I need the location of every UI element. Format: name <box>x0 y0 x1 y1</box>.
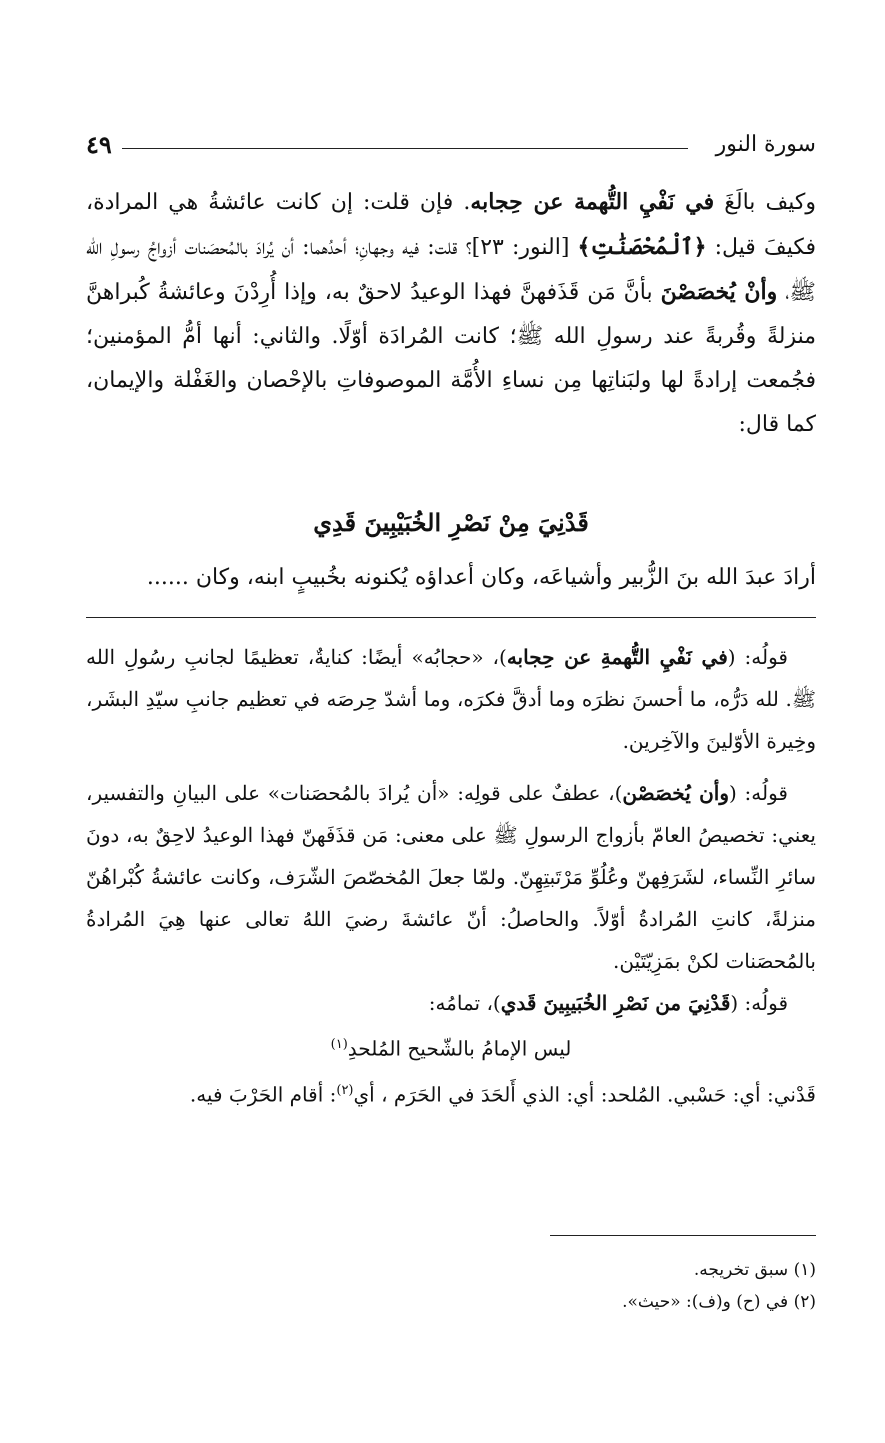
commentary-paragraph-2: قولُه: (وأن يُخصَصْن)، عطفٌ على قولِه: «أن يُرادَ بالمُحصَنات» على البيانِ والتفسير، يعني: تخصيصُ العامّ بأزواج الرسولِ ﷺ على معنى: مَن قذَفَهنّ فهذا الوعيدُ لاحِقٌ به، دونَ سائرِ النِّساء، لشَرَفِهنّ وعُلُوِّ مَرْتَبتِهِنّ. ولمّا جعلَ المُخصّصَ الشّرَف، وكانت عائشةُ كُبْراهُنّ منزلةً، كانتِ المُرادةُ أوّلاً. والحاصلُ: أنّ عائشةَ رضيَ اللهُ تعالى عنها هِيَ المُرادةُ بالمُحصَنات لكنْ بمَزِيّتَيْن. <box>86 781 816 973</box>
footnotes <box>86 1254 816 1318</box>
poem-line: ليس الإمامُ بالشّحيح المُلحدِ$^{(١)}$ <box>330 1036 572 1061</box>
commentary-paragraph-4: قَدْني: أي: حَسْبي. المُلحد: أي: الذي أَلحَدَ في الحَرَم ، أي$^{(٢)}$: أقام الحَرْبَ فيه. <box>189 1082 816 1107</box>
footnote-2: (٢) في (ح) و(ف): «حيث». <box>622 1292 816 1312</box>
main-paragraph-2: أرادَ عبدَ الله بنَ الزُّبير وأشياعَه، وكان أعداؤه يُكنونه بخُبيبٍ ابنه، وكان ...... <box>146 565 816 590</box>
footnote-1: (١) سبق تخريجه. <box>693 1260 816 1280</box>
footnote-marker-1: (١) <box>330 1037 348 1052</box>
commentary <box>86 636 816 1115</box>
main-text <box>86 180 816 447</box>
header-rule <box>122 148 688 149</box>
quran-quote: ﴿ٱلْمُحْصَنَٰتِ﴾ <box>577 234 707 260</box>
page-number: ٤٩ <box>86 130 112 159</box>
page-header <box>86 128 816 162</box>
running-title: سورة النور <box>715 132 816 157</box>
footnote-marker-2: (٢) <box>336 1082 354 1098</box>
commentary-divider <box>86 617 816 618</box>
footnote-divider <box>550 1235 816 1236</box>
poetry-verse: قَدْنِيَ مِنْ نَصْرِ الخُبَيْبِينَ قَدِي <box>313 508 589 537</box>
main-paragraph-1: وكيف بالَغَ في نَفْيِ التُّهمة عن حِجابه. فإن قلت: إن كانت عائشةُ هي المرادة، فكيفَ قيل: ﴿ٱلْمُحْصَنَٰتِ﴾ [النور: ٢٣]؟ قلت: فيه وجهانِ؛ أحدُهما: أن يُرادَ بالمُحصَنات أزواجُ رسولِ الله ﷺ، وأنْ يُخصَصْنَ بأنَّ مَن قَذَفهنَّ فهذا الوعيدُ لاحقٌ به، وإذا أُرِدْنَ وعائشةُ كُبراهنَّ منزلةً وقُربةً عند رسولِ الله ﷺ؛ كانت المُرادَة أوّلًا. والثاني: أنها أمُّ المؤمنين؛ فجُمعت إرادةً لها ولبَناتِها مِن نساءِ الأُمَّة الموصوفاتِ بالإحْصان والغَفْلة والإيمان، كما قال: <box>86 189 817 437</box>
commentary-paragraph-3: قولُه: (قَدْنِيَ من نَصْرِ الخُبَيبِينَ قَدي)، تمامُه: <box>428 991 788 1015</box>
commentary-paragraph-1: قولُه: (في نَفْيِ التُّهمةِ عن حِجابه)، «حجابُه» أيضًا: كنايةٌ، تعظيمًا لجانبِ رسُولِ الله ﷺ. لله دَرُّه، ما أحسنَ نظرَه وما أدقَّ فكرَه، وما أشدّ حِرصَه في تعظيم جانبِ سيّدِ البشَر، وخِيرة الأوّلينَ والآخِرين. <box>86 645 816 753</box>
